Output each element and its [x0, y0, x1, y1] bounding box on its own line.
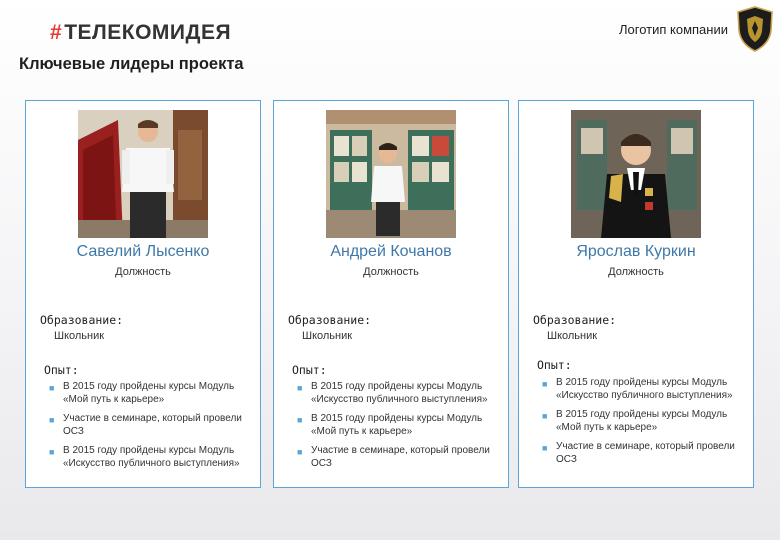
- education-label: Образование:: [288, 313, 372, 327]
- bullet-icon: ■: [297, 415, 303, 426]
- education-value: Школьник: [547, 330, 598, 342]
- experience-text: В 2015 году пройдены курсы Модуль «Искусство публичного выступления»: [311, 381, 488, 405]
- experience-item: [294, 445, 499, 470]
- bullet-icon: ■: [542, 411, 548, 422]
- experience-item: [539, 409, 744, 434]
- experience-label: Опыт:: [537, 358, 572, 372]
- experience-list: [46, 381, 251, 478]
- experience-text: В 2015 году пройдены курсы Модуль «Искусство публичного выступления»: [63, 445, 240, 469]
- experience-item: [46, 445, 251, 470]
- company-logo-label: Логотип компании: [618, 22, 728, 37]
- education-label: Образование:: [533, 313, 617, 327]
- experience-item: [294, 413, 499, 438]
- leader-name: Андрей Кочанов: [330, 243, 452, 260]
- bullet-icon: ■: [49, 415, 55, 426]
- leader-card-3: [518, 100, 754, 488]
- bullet-icon: ■: [49, 447, 55, 458]
- bullet-icon: ■: [297, 447, 303, 458]
- experience-label: Опыт:: [292, 363, 327, 377]
- leader-card-2: [273, 100, 509, 488]
- education-value: Школьник: [54, 330, 105, 342]
- experience-text: В 2015 году пройдены курсы Модуль «Мой путь к карьере»: [63, 381, 235, 405]
- experience-text: В 2015 году пройдены курсы Модуль «Мой путь к карьере»: [311, 413, 483, 437]
- leader-position: Должность: [608, 266, 664, 278]
- leader-photo: [78, 110, 208, 238]
- brand-hash: #: [50, 21, 63, 44]
- leader-position: Должность: [115, 266, 171, 278]
- experience-list: [294, 381, 499, 478]
- experience-item: [46, 413, 251, 438]
- leader-card-1: [25, 100, 261, 488]
- experience-text: В 2015 году пройдены курсы Модуль «Мой путь к карьере»: [556, 409, 728, 433]
- shield-emblem-icon: [736, 6, 774, 52]
- experience-list: [539, 377, 744, 474]
- experience-item: [46, 381, 251, 406]
- experience-text: Участие в семинаре, который провели ОСЗ: [63, 413, 242, 437]
- leader-photo: [571, 110, 701, 238]
- experience-text: Участие в семинаре, который провели ОСЗ: [311, 445, 490, 469]
- leader-name: Савелий Лысенко: [76, 243, 210, 260]
- brand-name: ТЕЛЕКОМИДЕЯ: [64, 21, 232, 44]
- leader-name: Ярослав Куркин: [576, 243, 696, 260]
- leader-photo: [326, 110, 456, 238]
- experience-item: [294, 381, 499, 406]
- experience-label: Опыт:: [44, 363, 79, 377]
- bullet-icon: ■: [297, 383, 303, 393]
- experience-text: Участие в семинаре, который провели ОСЗ: [556, 441, 735, 465]
- bullet-icon: ■: [49, 383, 55, 393]
- experience-item: [539, 377, 744, 402]
- education-label: Образование:: [40, 313, 124, 327]
- experience-item: [539, 441, 744, 466]
- bullet-icon: ■: [542, 379, 548, 389]
- page-title: Ключевые лидеры проекта: [19, 55, 244, 73]
- experience-text: В 2015 году пройдены курсы Модуль «Искусство публичного выступления»: [556, 377, 733, 401]
- brand-logo: [50, 21, 231, 45]
- education-value: Школьник: [302, 330, 353, 342]
- leader-position: Должность: [363, 266, 419, 278]
- bullet-icon: ■: [542, 443, 548, 454]
